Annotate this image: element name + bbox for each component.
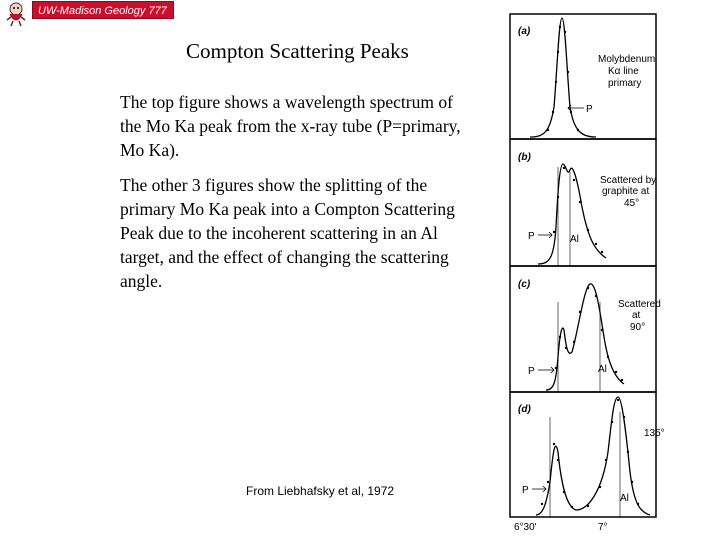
panel-d-label: (d)	[518, 404, 531, 415]
brand-header	[0, 0, 178, 28]
panel-d-frame	[510, 392, 656, 517]
panel-b-note-2: graphite at	[602, 186, 650, 197]
figure-credit: From Liebhafsky et al, 1972	[246, 484, 395, 498]
panel-b-marker-al: Al	[570, 234, 579, 245]
panel-a-note-3: primary	[608, 78, 642, 89]
panel-c-label: (c)	[518, 279, 531, 290]
panel-b-note-3: 45°	[624, 198, 640, 209]
panel-a-label: (a)	[518, 26, 531, 37]
panel-c-note-2: at	[632, 310, 641, 321]
panel-b-marker-p: P	[528, 231, 535, 242]
x-tick-label: 6°30'	[514, 522, 537, 533]
panel-c-marker-al: Al	[598, 364, 607, 375]
page-title: Compton Scattering Peaks	[186, 39, 409, 63]
curve-a	[530, 18, 596, 137]
paragraph-explanation: The other 3 figures show the splitting of the primary Mo Ka peak into a Compton Scattering Peak due to the incoherent scattering in an Al target, and the effect of changing the scattering angle.	[120, 175, 455, 291]
panel-c-marker-p: P	[528, 366, 535, 377]
panel-c-note-3: 90°	[630, 322, 646, 333]
curve-d	[536, 397, 650, 515]
panel-c-note-1: Scattered	[618, 299, 661, 310]
panel-a-note-2: Kα line	[608, 66, 639, 77]
panel-a-marker-p: P	[586, 104, 593, 115]
brand-label: UW-Madison Geology 777	[32, 1, 174, 19]
curve-b	[538, 164, 606, 264]
panel-b-note-1: Scattered by	[600, 175, 657, 186]
panel-d-marker-al: Al	[620, 493, 629, 504]
paragraph-intro: The top figure shows a wavelength spectrum of the Mo Ka peak from the x-ray tube (P=primary, Mo Ka).	[120, 92, 461, 160]
panel-d-note-1: 135°	[644, 428, 665, 439]
x-tick-label: 7°	[598, 522, 608, 533]
panel-b-label: (b)	[518, 152, 531, 163]
panel-d-marker-p: P	[522, 485, 529, 496]
panel-a-note-1: Molybdenum	[598, 54, 656, 65]
badger-logo-icon	[2, 0, 30, 28]
compton-spectra-figure	[508, 12, 665, 533]
